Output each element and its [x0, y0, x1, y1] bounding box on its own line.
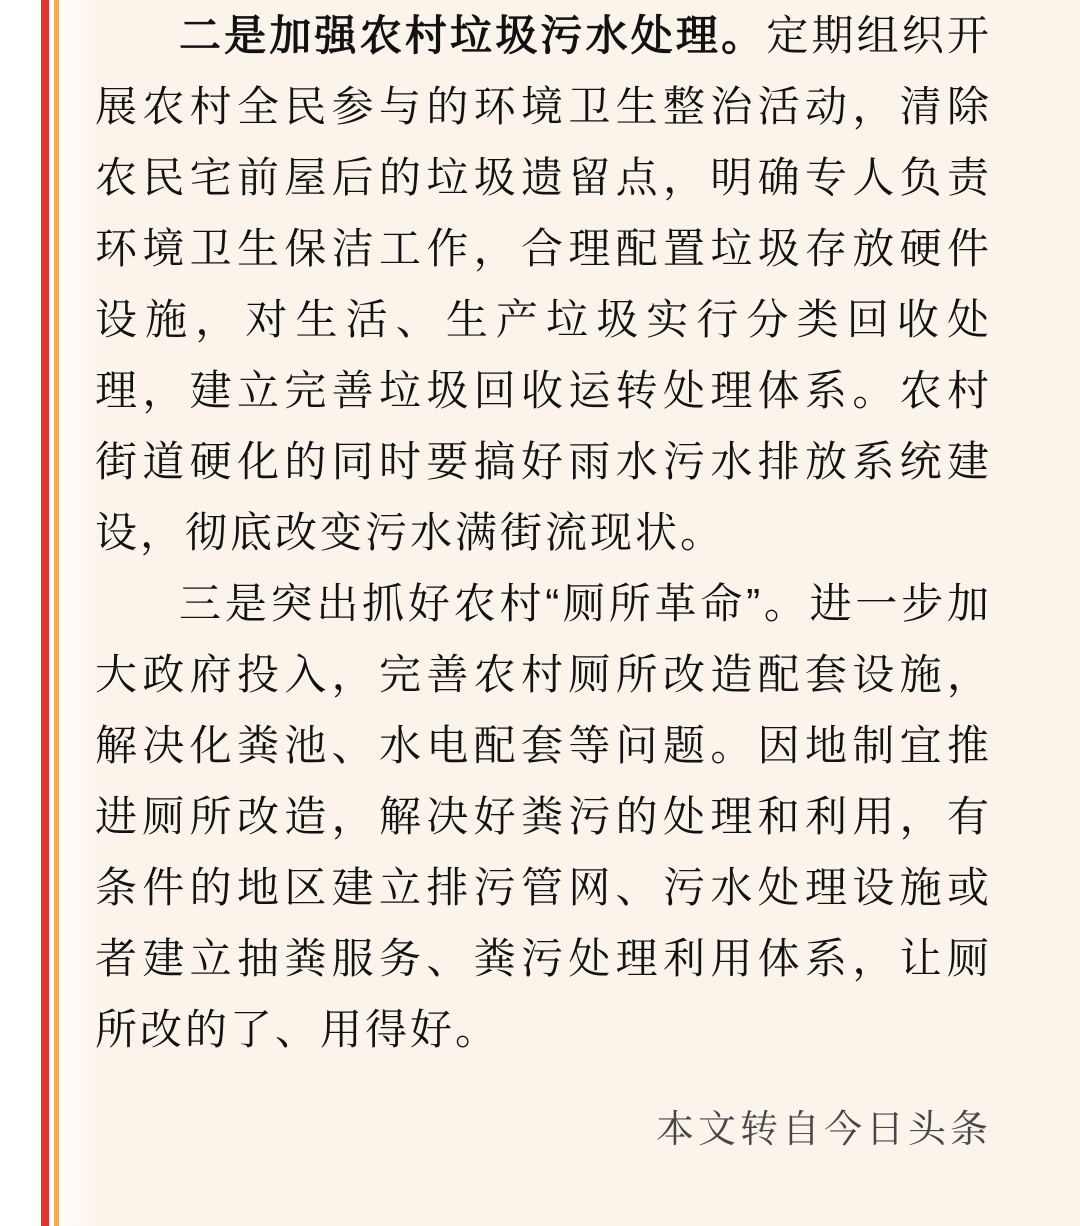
- red-accent-bar: [41, 0, 49, 1226]
- paragraph-garbage-sewage: [95, 0, 992, 568]
- orange-accent-bar: [54, 0, 59, 1226]
- paragraph-toilet-revolution: [95, 568, 992, 1065]
- paragraph-lead: 二是加强农村垃圾污水处理。: [179, 12, 767, 59]
- paragraph-text: 定期组织开展农村全民参与的环境卫生整治活动，清除农民宅前屋后的垃圾遗留点，明确专人负责环境卫生保洁工作，合理配置垃圾存放硬件设施，对生活、生产垃圾实行分类回收处理，建立完善垃圾回收运转处理体系。农村街道硬化的同时要搞好雨水污水排放系统建设，彻底改变污水满街流现状。: [95, 12, 992, 556]
- source-attribution: 本文转自今日头条: [655, 1109, 992, 1151]
- paragraph-text: 进一步加大政府投入，完善农村厕所改造配套设施，解决化粪池、水电配套等问题。因地制宜推进厕所改造，解决好粪污的处理和利用，有条件的地区建立排污管网、污水处理设施或者建立抽粪服务、粪污处理利用体系，让厕所改的了、用得好。: [95, 580, 992, 1053]
- content-panel: [62, 0, 1080, 1226]
- article-body: [95, 0, 992, 1065]
- paragraph-lead: 三是突出抓好农村“厕所革命”。: [179, 580, 810, 627]
